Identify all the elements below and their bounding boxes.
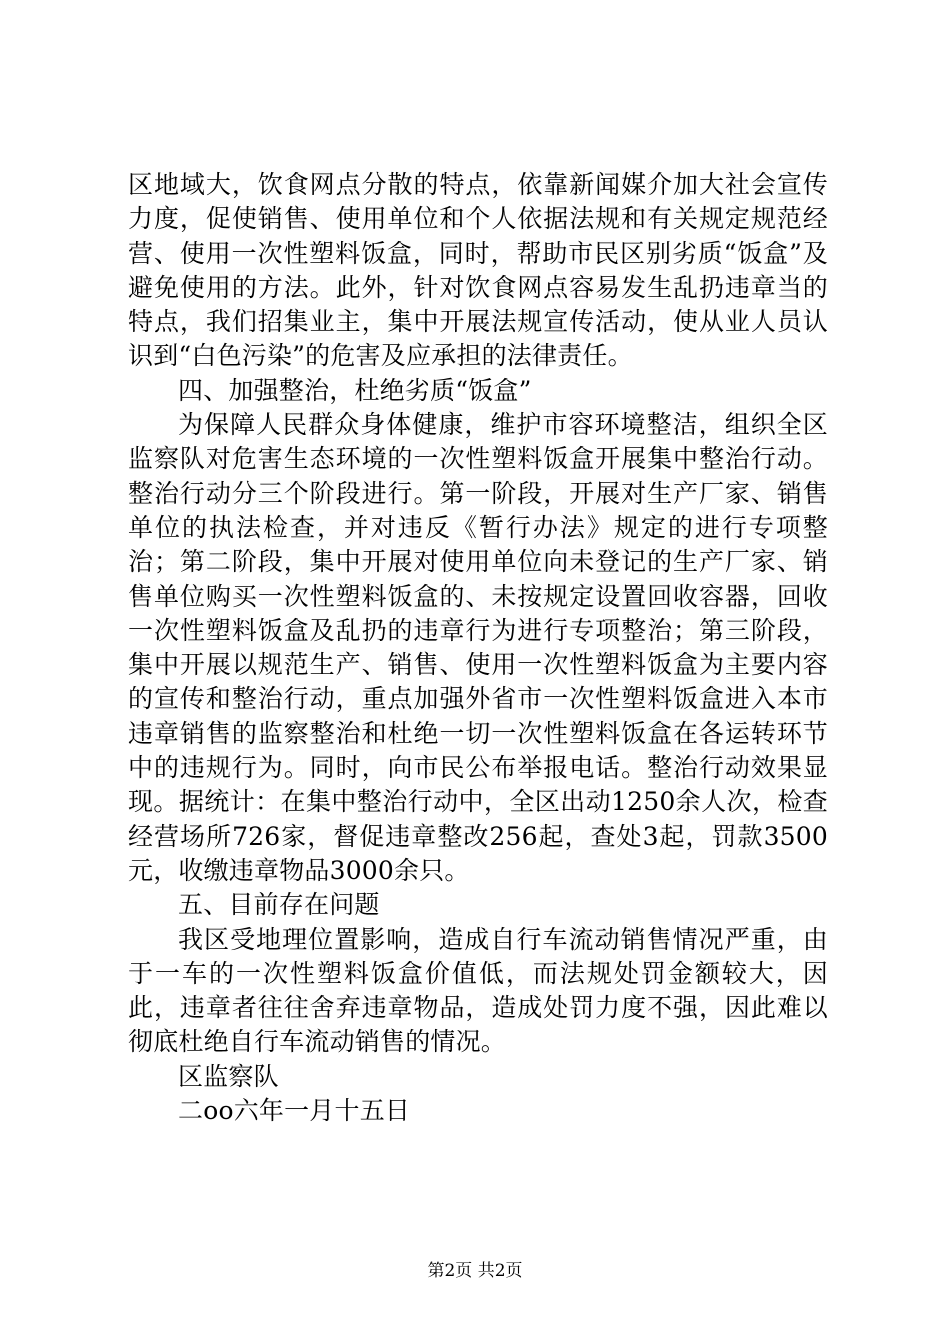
signature-date: 二oo六年一月十五日 [178, 1096, 411, 1126]
page-number-footer: 第2页 共2页 [427, 1261, 523, 1281]
paragraph-problems: 我区受地理位置影响，造成自行车流动销售情况严重，由于一车的一次性塑料饭盒价值低，而法规处罚金额较大，因此，违章者往往舍弃违章物品，造成处罚力度不强，因此难以彻底杜绝自行车流动销售的情况。 [128, 924, 828, 1057]
document-body [128, 168, 828, 1128]
paragraph-intro-continued: 区地域大，饮食网点分散的特点，依靠新闻媒介加大社会宣传力度，促使销售、使用单位和个人依据法规和有关规定规范经营、使用一次性塑料饭盒，同时，帮助市民区别劣质“饭盒”及避免使用的方法。此外，针对饮食网点容易发生乱扔违章当的特点，我们招集业主，集中开展法规宣传活动，使从业人员认识到“白色污染”的危害及应承担的法律责任。 [128, 170, 828, 371]
signature-organization: 区监察队 [178, 1061, 279, 1091]
paragraph-rectification: 为保障人民群众身体健康，维护市容环境整洁，组织全区监察队对危害生态环境的一次性塑料饭盒开展集中整治行动。整治行动分三个阶段进行。第一阶段，开展对生产厂家、销售单位的执法检查，并对违反《暂行办法》规定的进行专项整治；第二阶段，集中开展对使用单位向未登记的生产厂家、销售单位购买一次性塑料饭盒的、未按规定设置回收容器，回收一次性塑料饭盒及乱扔的违章行为进行专项整治；第三阶段，集中开展以规范生产、销售、使用一次性塑料饭盒为主要内容的宣传和整治行动，重点加强外省市一次性塑料饭盒进入本市违章销售的监察整治和杜绝一切一次性塑料饭盒在各运转环节中的违规行为。同时，向市民公布举报电话。整治行动效果显现。据统计：在集中整治行动中，全区出动1250余人次，检查经营场所726家，督促违章整改256起，查处3起，罚款3500元，收缴违章物品3000余只。 [128, 410, 828, 885]
section-heading-5: 五、目前存在问题 [178, 890, 380, 920]
section-heading-4: 四、加强整治，杜绝劣质“饭盒” [178, 375, 532, 405]
